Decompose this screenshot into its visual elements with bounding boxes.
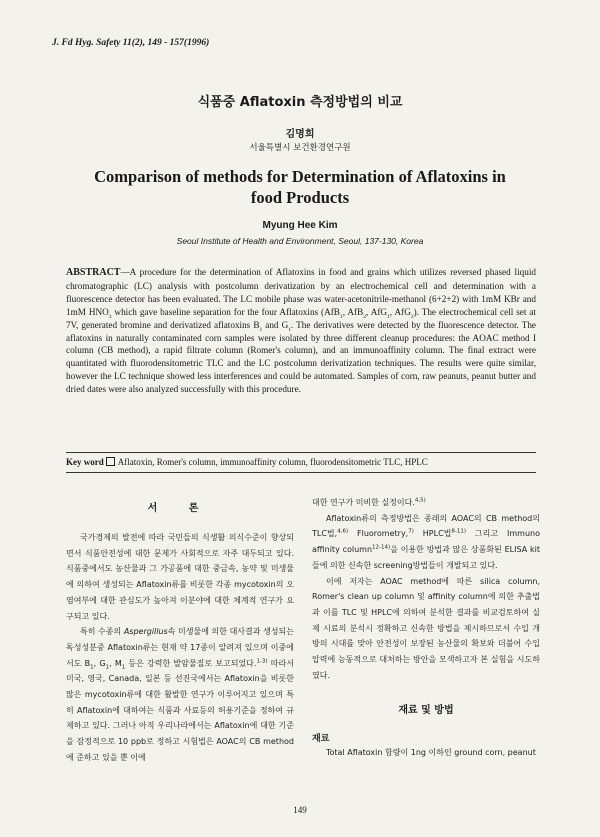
abstract [66,266,536,396]
abstract-text: . The derivatives were detected by the fluorescence detector. The aflatoxins in naturally contaminated corn samples were isolated by three different cleanup procedures: the AOAC method I column (CB method), a rapid filtrate column (Romer's column), and an immunoaffinity column. The final extract were quantitated with fluorodensitometric TLC and the LC postcolumn derivatization techniques. The results were quite similar, however the LC technique showed less interferences and could be automated. Samples of corn, raw peanuts, peanut butter and dried dates were also analyzed successfully with this procedure. [66,319,537,395]
korean-affiliation: 서울특별시 보건환경연구원 [249,143,351,153]
keyword-rule-top [66,452,536,453]
keywords-text: Aflatoxin, Romer's column, immunoaffinity column, fluorodensitometric TLC, HPLC [117,457,428,467]
page-number: 149 [293,805,307,815]
abstract-sub: 1 [288,326,291,333]
korean-author: 김명희 [285,129,315,140]
text-run: 따라서 미국, 영국, Canada, 일본 등 선진국에서는 Aflatoxin을 비롯한 많은 mycotoxin류에 대한 활발한 연구가 이루어지고 있으며 특히 Aflatoxin에 대하여는 식품과 사료등의 허용기준을 정하여 규제하고 있다. 그러나 아직 우리나라에서는 Aflatoxin에 대한 기준을 잠정적으로 10 ppb로 정하고 시험법은 AOAC의 CB method에 준하고 있을 뿐 이에 [66,658,294,762]
left-column [66,530,294,766]
right-paragraph-3: 이에 저자는 AOAC method에 따른 silica column, Romer's clean up column 및 affinity column에 의한 추출법과 이를 TLC 및 HPLC에 의하여 분석한 결과를 비교검토하여 실제 시료의 분석시 정확하고 신속한 방법을 제시하므로서 수입 개방의 시대를 맞아 안전성이 보장된 농산물의 확보와 더불어 수입압력에 능동적으로 대처하는 방안을 모색하고자 본 실험을 시도하였다. [312,576,540,680]
intro-heading: 서 론 [147,503,213,514]
citation: 4,5) [414,497,426,504]
text-run: 특히 수종의 [80,627,124,637]
abstract-sub: 3 [108,313,112,320]
english-author: Myung Hee Kim [262,220,338,231]
abstract-sub: 1 [339,313,343,320]
text-run: 그리고 Immuno affinity column [312,529,540,555]
keywords [66,457,536,467]
text-run: 대한 연구가 미비한 실정이다. [312,498,415,507]
text-run: HPLC법 [413,529,452,539]
abstract-sub: 1 [259,326,263,333]
abstract-text: , AfG [389,306,411,317]
citation: 1-3) [256,657,268,664]
subscript: 1 [90,664,94,671]
subscript: 1 [121,664,126,671]
checkbox-icon [106,457,115,466]
citation: 8-11) [451,528,467,535]
subscript: 1 [105,664,110,671]
abstract-text: which gave baseline separation for the four Aflatoxins (AfB [111,306,340,317]
materials-subheading: 재료 [312,734,330,744]
text-run: Aflatoxin류의 측정방법은 종래의 AOAC의 CB method의 TLC법, [312,513,540,539]
materials-paragraph: Total Aflatoxin 함량이 1ng 이하인 ground corn, peanut [326,748,536,757]
text-run: 을 이용한 방법과 많은 상품화된 ELISA kit들에 의한 신속한 screening방법들이 개발되고 있다. [312,545,540,570]
right-column [312,495,540,683]
abstract-text: , AfG [365,306,388,317]
intro-paragraph-2 [66,624,294,765]
abstract-text: ). The electrochemical cell set at 7V, generated bromine and derivatized aflatoxins B [66,306,536,330]
keyword-rule-bottom [66,472,536,473]
citation: 12-14) [372,544,391,551]
english-title: Comparison of methods for Determination of Aflatoxins in food Products [94,167,506,207]
text-run: 등은 강력한 발암물질로 보고되었다. [125,658,257,668]
right-column-bottom [312,745,540,761]
right-paragraph-1 [312,495,540,511]
text-run: 속 미생물에 의한 대사결과 생성되는 독성성분중 Aflatoxin류는 현재 약 17종이 알려져 있으며 이중에서도 B [66,627,294,668]
abstract-text: A procedure for the determination of Aflatoxins in food and grains which utilizes reversed phased liquid chromatographic (LC) analysis with postcolumn derivatization by an electrochemical cell and determination with a fluorescence detector has been evaluated. The LC mobile phase was water-acetonitrile-methanol (6+2+2) with 1mM KBr and 1mM HNO [66,267,536,317]
text-run: , G [93,658,106,668]
text-run: , M [109,658,122,668]
abstract-sub: 2 [363,313,366,320]
citation: 4,6) [337,528,349,535]
english-affiliation: Seoul Institute of Health and Environment, Seoul, 137-130, Korea [176,236,424,246]
korean-title: 식품중 Aflatoxin 측정방법의 비교 [197,95,403,110]
abstract-dash: — [120,267,130,277]
intro-paragraph-1: 국가경제의 발전에 따라 국민들의 식생활 의식수준이 향상되면서 식품안전성에 대한 문제가 사회적으로 자주 대두되고 있다. 식품중에서도 농산물과 그 가공품에 대한 중금속, 농약 및 미생물에 의하여 생성되는 Aflatoxin류를 비롯한 각종 mycotoxin의 오염여부에 대한 관심도가 높아져 이분야에 대한 체계적 연구가 요구되고 있다. [66,533,294,621]
journal-citation: J. Fd Hyg. Safety 11(2), 149 - 157(1996) [52,38,210,48]
abstract-label: ABSTRACT [66,267,121,278]
abstract-text: , AfB [342,306,364,317]
abstract-sub: 1 [387,313,390,320]
abstract-text: and G [262,319,289,330]
citation: 7) [408,528,414,535]
abstract-sub: 2 [410,313,414,320]
text-run: Fluorometry, [348,529,409,539]
methods-heading: 재료 및 방법 [398,705,454,716]
keywords-label: Key word [66,457,104,467]
genus-name: Aspergillus [123,627,168,637]
right-paragraph-2 [312,511,540,574]
